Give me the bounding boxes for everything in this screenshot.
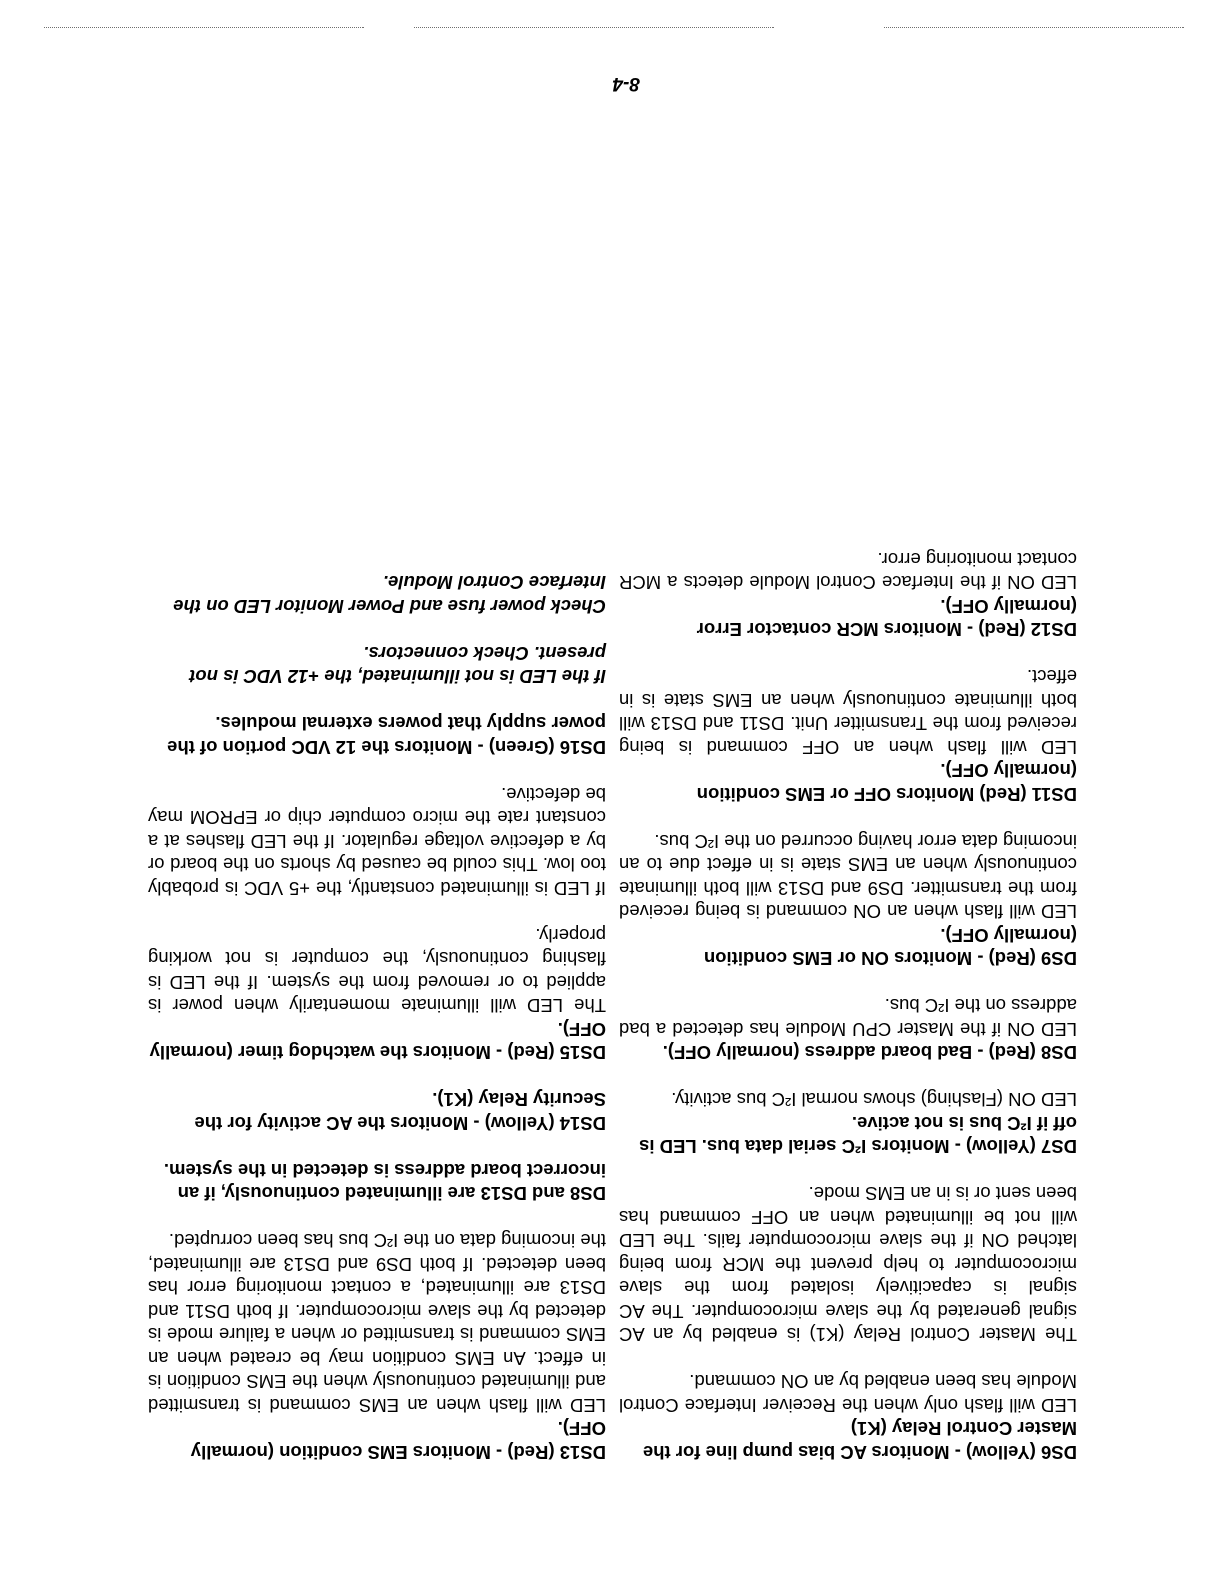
- mcr-description: [619, 1182, 1077, 1347]
- page-number: 8-4: [612, 73, 640, 94]
- entry-body: LED ON (Flashing) shows normal I²C bus activity.: [671, 1089, 1077, 1111]
- entry-body: LED will flash when an OFF command is being received from the Transmitter Unit. DS11 and DS13 will both illuminate continuously when an EMS state is in effect.: [619, 666, 1077, 758]
- entry-heading: DS11 (Red) Monitors OFF or EMS condition (normally OFF).: [696, 760, 1077, 805]
- entry-heading: DS8 and DS13 are illuminated continuously, if an incorrect board address is detected in the system.: [163, 1160, 606, 1205]
- entry-body: LED will flash when an ON command is being received from the transmitter. DS9 and DS13 will both illuminate continuously when an EMS state is in effect due to an incoming data error having occurred on the I²C bus.: [619, 831, 1077, 923]
- entry-body: The Master Control Relay (K1) is enabled by an AC signal generated by the slave microcomputer. The AC signal is capacitively isolated from the slave microcomputer to help prevent the MCR from being latched ON if the slave microcomputer fails. The LED will not be illuminated when an OFF command has been sent or is in an EMS mode.: [619, 1183, 1077, 1346]
- scan-edge-artifact: [884, 27, 1184, 28]
- entry-body: LED will flash only when the Receiver Interface Control Module has been enabled by an ON command.: [619, 1371, 1077, 1416]
- led-entry-ds12: [619, 548, 1077, 642]
- entry-body: If LED is illuminated constantly, the +5 VDC is probably too low. This could be caused by shorts on the board or by a defective voltage regulator. If the LED flashes at a constant rate the micro computer chip or EPROM may be defective.: [148, 784, 606, 899]
- led-entry-ds11: [619, 665, 1077, 806]
- led-entry-ds13: [148, 1229, 606, 1464]
- entry-heading: DS13 (Red) - Monitors EMS condition (normally OFF).: [190, 1418, 606, 1463]
- entry-heading: DS8 (Red) - Bad board address (normally OFF).: [662, 1042, 1077, 1064]
- fuse-note: Check power fuse and Power Monitor LED on the Interface Control Module.: [173, 572, 606, 617]
- entry-heading: DS16 (Green) - Monitors the 12 VDC portion of the power supply that powers external modules.: [167, 713, 606, 758]
- led-entry-ds14: [148, 1088, 606, 1135]
- entry-heading: DS6 (Yellow) - Monitors AC bias pump line for the Master Control Relay (K1): [642, 1418, 1077, 1463]
- entry-body: LED ON if the Master CPU Module has detected a bad address on the I²C bus.: [619, 995, 1077, 1040]
- led-entry-ds16: [148, 712, 606, 759]
- connector-note: If the LED is not illuminated, the +12 VDC is not present. Check connectors.: [189, 643, 606, 688]
- scan-edge-artifact: [414, 27, 774, 28]
- led-entry-ds6: [619, 1370, 1077, 1464]
- led-entry-ds7: [619, 1088, 1077, 1159]
- entry-heading: DS14 (Yellow) - Monitors the AC activity for the Security Relay (K1).: [194, 1089, 606, 1134]
- entry-body: LED ON if the Interface Control Module detects a MCR contact monitoring error.: [619, 549, 1077, 594]
- entry-body: The LED will illuminate momentarily when power is applied to or removed from the system. If the LED is flashing continuously, the computer is not working properly.: [148, 925, 606, 1017]
- led-entry-ds9: [619, 830, 1077, 971]
- entry-heading: DS15 (Red) - Monitors the watchdog timer (normally OFF).: [149, 1019, 606, 1064]
- scan-edge-artifact: [44, 27, 364, 28]
- entry-heading: DS9 (Red) - Monitors ON or EMS condition (normally OFF).: [703, 925, 1077, 970]
- entry-heading: DS7 (Yellow) - Monitors I²C serial data bus. LED is off if I²C bus is not active.: [639, 1113, 1077, 1158]
- led-entry-ds8: [619, 994, 1077, 1065]
- led-entry-ds8-ds13: [148, 1159, 606, 1206]
- watchdog-details: [148, 783, 606, 901]
- right-column: [148, 548, 606, 1465]
- left-column: [619, 524, 1077, 1464]
- led-entry-ds15: [148, 924, 606, 1065]
- entry-body: LED will flash when an EMS command is transmitted and illuminated continuously when the EMS condition is in effect. An EMS condition may be created when an EMS command is transmitted or when a failure mode is detected by the slave microcomputer. If both DS11 and DS13 are illuminated, a contact monitoring error has been detected. If both DS9 and DS13 are illuminated, the incoming data on the I²C bus has been corrupted.: [148, 1230, 606, 1416]
- entry-heading: DS12 (Red) - Monitors MCR contactor Error (normally OFF).: [696, 596, 1077, 641]
